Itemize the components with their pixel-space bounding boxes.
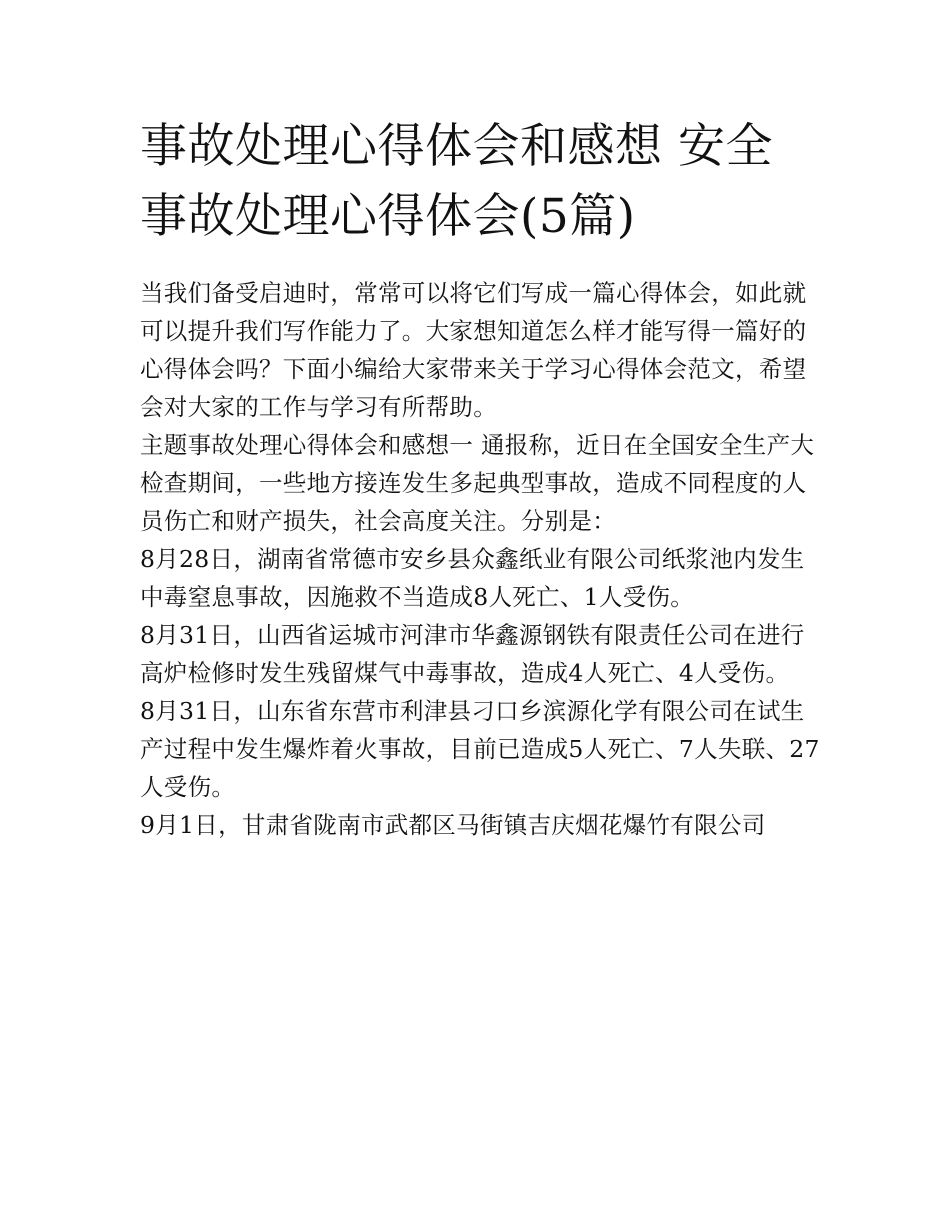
incident-paragraph-aug31-shanxi: 8月31日，山西省运城市河津市华鑫源钢铁有限责任公司在进行高炉检修时发生残留煤气中毒事故，造成4人死亡、4人受伤。	[140, 621, 805, 687]
intro-paragraph: 当我们备受启迪时，常常可以将它们写成一篇心得体会，如此就可以提升我们写作能力了。大家想知道怎么样才能写得一篇好的心得体会吗？下面小编给大家带来关于学习心得体会范文，希望会对大家的工作与学习有所帮助。	[140, 279, 807, 421]
incident-paragraph-aug28: 8月28日，湖南省常德市安乡县众鑫纸业有限公司纸浆池内发生中毒窒息事故，因施救不当造成8人死亡、1人受伤。	[140, 545, 805, 611]
topic-paragraph: 主题事故处理心得体会和感想一 通报称，近日在全国安全生产大检查期间，一些地方接连发生多起典型事故，造成不同程度的人员伤亡和财产损失，社会高度关注。分别是：	[140, 431, 815, 535]
incident-paragraph-aug31-shandong: 8月31日，山东省东营市利津县刁口乡滨源化学有限公司在试生产过程中发生爆炸着火事故，目前已造成5人死亡、7人失联、27人受伤。	[140, 697, 820, 801]
incident-paragraph-sep1: 9月1日，甘肃省陇南市武都区马街镇吉庆烟花爆竹有限公司	[140, 811, 766, 839]
document-title: 事故处理心得体会和感想 安全事故处理心得体会(5篇)	[140, 119, 773, 244]
document-page	[140, 112, 820, 844]
document-body	[140, 274, 820, 844]
